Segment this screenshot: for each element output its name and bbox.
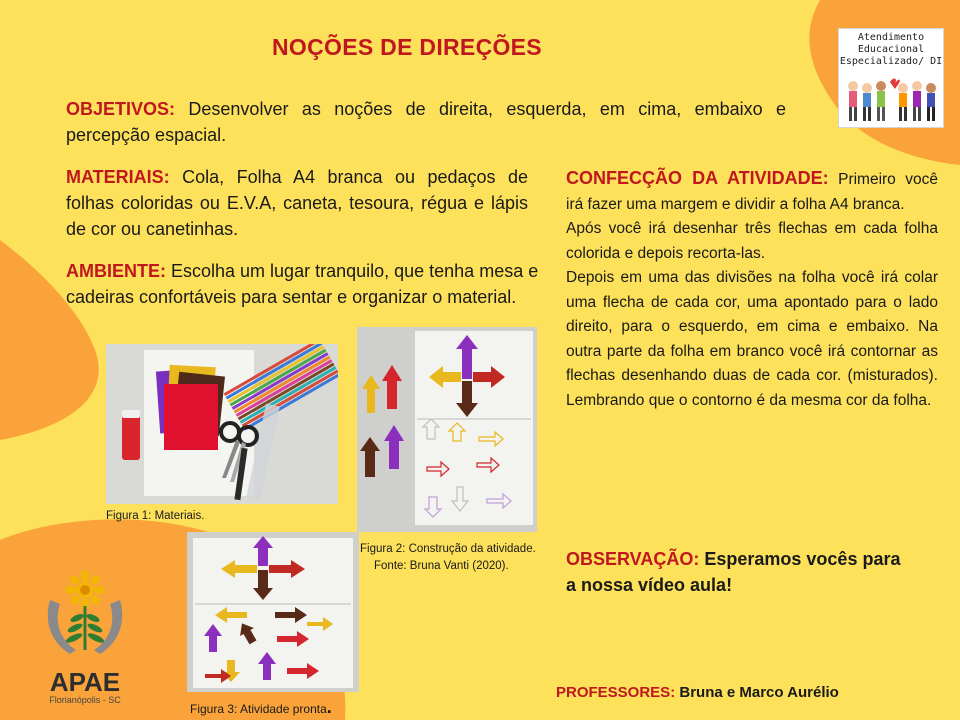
confeccao-section	[566, 166, 938, 413]
finished-activity-illustration	[187, 532, 359, 692]
professores-label: PROFESSORES:	[556, 684, 676, 701]
objetivos-text: Desenvolver as noções de direita, esquerda, em cima, embaixo e percepção espacial.	[66, 99, 786, 145]
badge-line-3: Especializado/ DI	[839, 56, 943, 67]
figure-3-caption-end: .	[326, 697, 332, 717]
figure-1-materials-photo	[106, 344, 338, 504]
observacao-label: OBSERVAÇÃO:	[566, 549, 700, 569]
figure-3-caption	[190, 697, 332, 718]
materials-illustration	[106, 344, 338, 504]
apae-flower-hands-icon	[30, 570, 140, 670]
figure-3-caption-text: Figura 3: Atividade pronta	[190, 702, 327, 716]
confeccao-p2: Após você irá desenhar três flechas em cada folha colorida e depois recorta-las.	[566, 220, 938, 262]
materiais-label: MATERIAIS:	[66, 167, 170, 187]
badge-line-2: Educacional	[857, 44, 925, 55]
objetivos-label: OBJETIVOS:	[66, 99, 176, 119]
confeccao-p3: Depois em uma das divisões na folha você irá colar uma flecha de cada cor, uma apontado para o lado direito, para o esquerdo, em cima e embaixo. Na outra parte da folha em branco você irá contornar as flechas desenhando duas de cada cor. (misturados). Lembrando que o contorno é da mesma cor da folha.	[566, 269, 938, 409]
observacao-paragraph	[566, 546, 906, 598]
construction-illustration	[357, 327, 537, 532]
figure-2-source: Fonte: Bruna Vanti (2020).	[374, 560, 509, 572]
figure-2-caption: Figura 2: Construção da atividade.	[360, 543, 536, 555]
figure-1-caption: Figura 1: Materiais.	[106, 510, 205, 522]
confeccao-intro-text: Primeiro você irá fazer uma margem e dividir a folha A4 branca.	[566, 171, 938, 213]
apae-city: Florianópolis - SC	[49, 695, 121, 705]
figure-3-finished-photo	[187, 532, 359, 692]
figure-2-construction-photo	[357, 327, 537, 532]
observacao-text: Esperamos vocês para a nossa vídeo aula!	[566, 549, 901, 595]
professores-line	[556, 684, 839, 701]
materiais-paragraph	[66, 164, 528, 242]
ambiente-paragraph	[66, 258, 544, 310]
ambiente-text: Escolha um lugar tranquilo, que tenha mesa e cadeiras confortáveis para sentar e organizar o material.	[66, 261, 539, 307]
aee-badge	[838, 28, 944, 128]
materiais-text: Cola, Folha A4 branca ou pedaços de folhas coloridas ou E.V.A, caneta, tesoura, régua e lápis de cor ou canetinhas.	[66, 167, 528, 239]
children-illustration-icon	[843, 72, 939, 128]
badge-line-1: Atendimento	[857, 32, 925, 43]
professores-text: Bruna e Marco Aurélio	[675, 684, 839, 701]
confeccao-intro	[566, 166, 938, 217]
apae-name: APAE	[49, 667, 121, 697]
apae-logo	[30, 570, 140, 710]
objetivos-paragraph	[66, 96, 786, 148]
page-title: NOÇÕES DE DIREÇÕES	[272, 34, 542, 60]
confeccao-label: CONFECÇÃO DA ATIVIDADE:	[566, 168, 829, 188]
ambiente-label: AMBIENTE:	[66, 261, 166, 281]
